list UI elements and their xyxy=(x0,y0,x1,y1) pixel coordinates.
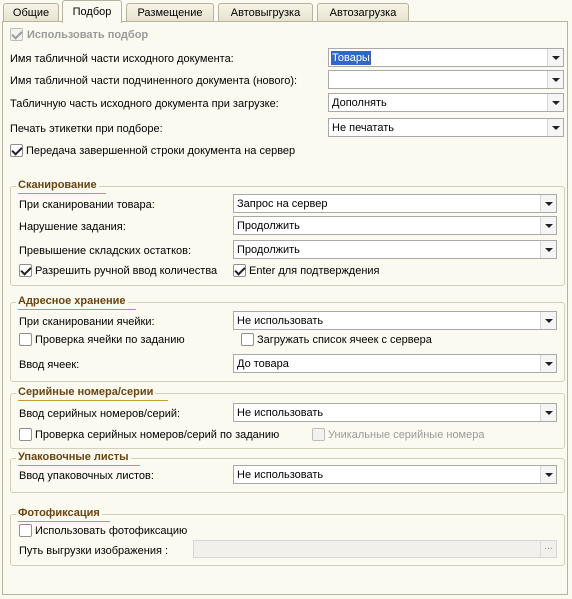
source-table-select[interactable] xyxy=(328,48,564,67)
violation-value: Продолжить xyxy=(237,220,300,232)
print-label-value: Не печатать xyxy=(332,122,394,134)
browse-button[interactable]: ... xyxy=(540,541,556,557)
chevron-down-icon[interactable] xyxy=(540,217,556,234)
serial-input-value: Не использовать xyxy=(237,407,324,419)
sub-table-label: Имя табличной части подчиненного документа (нового): xyxy=(10,75,298,87)
chevron-down-icon[interactable] xyxy=(540,404,556,421)
chevron-down-icon[interactable] xyxy=(540,241,556,258)
address-title: Адресное хранение xyxy=(18,295,126,307)
photo-path-field[interactable] xyxy=(193,540,557,558)
enter-confirm-label: Enter для подтверждения xyxy=(249,265,380,277)
tab-selection[interactable]: Подбор xyxy=(62,0,122,23)
load-mode-select[interactable] xyxy=(328,93,564,112)
violation-select[interactable] xyxy=(233,216,557,235)
serial-title: Серийные номера/серии xyxy=(18,386,154,398)
excess-value: Продолжить xyxy=(237,244,300,256)
load-cells-checkbox[interactable] xyxy=(241,333,254,346)
chevron-down-icon[interactable] xyxy=(540,312,556,329)
serial-unique-label: Уникальные серийные номера xyxy=(328,429,485,441)
serial-title-underline xyxy=(18,400,168,401)
photo-path-label: Путь выгрузки изображения : xyxy=(19,545,169,557)
check-cell-checkbox[interactable] xyxy=(19,333,32,346)
photo-title-underline xyxy=(18,521,110,522)
load-mode-value: Дополнять xyxy=(332,97,387,109)
tab-bar xyxy=(0,0,572,22)
sub-table-select[interactable] xyxy=(328,70,564,89)
packing-title: Упаковочные листы xyxy=(18,451,129,463)
source-table-label: Имя табличной части исходного документа: xyxy=(10,53,234,65)
scanning-title: Сканирование xyxy=(18,179,97,191)
load-cells-label: Загружать список ячеек с сервера xyxy=(257,334,432,346)
tab-auto-load[interactable]: Автозагрузка xyxy=(317,3,409,22)
violation-label: Нарушение задания: xyxy=(19,221,126,233)
packing-input-value: Не использовать xyxy=(237,469,324,481)
on-scan-select[interactable] xyxy=(233,194,557,213)
chevron-down-icon[interactable] xyxy=(547,49,563,66)
send-row-checkbox[interactable] xyxy=(10,144,23,157)
cell-scan-label: При сканировании ячейки: xyxy=(19,316,155,328)
source-table-value: Товары xyxy=(332,52,370,64)
cell-input-label: Ввод ячеек: xyxy=(19,359,80,371)
packing-input-label: Ввод упаковочных листов: xyxy=(19,470,154,482)
excess-select[interactable] xyxy=(233,240,557,259)
check-cell-label: Проверка ячейки по заданию xyxy=(35,334,185,346)
tab-general[interactable]: Общие xyxy=(3,3,59,22)
tab-auto-unload[interactable]: Автовыгрузка xyxy=(218,3,313,22)
enter-confirm-checkbox[interactable] xyxy=(233,264,246,277)
address-title-underline xyxy=(18,309,136,310)
chevron-down-icon[interactable] xyxy=(540,466,556,483)
cell-scan-value: Не использовать xyxy=(237,315,324,327)
use-photo-label: Использовать фотофиксацию xyxy=(35,525,188,537)
chevron-down-icon[interactable] xyxy=(540,195,556,212)
serial-check-checkbox[interactable] xyxy=(19,428,32,441)
tab-placement[interactable]: Размещение xyxy=(126,3,214,22)
send-row-label: Передача завершенной строки документа на сервер xyxy=(26,145,296,157)
load-mode-label: Табличную часть исходного документа при загрузке: xyxy=(10,98,279,110)
chevron-down-icon[interactable] xyxy=(540,355,556,372)
use-selection-checkbox[interactable] xyxy=(10,28,23,41)
serial-check-label: Проверка серийных номеров/серий по заданию xyxy=(35,429,280,441)
manual-qty-label: Разрешить ручной ввод количества xyxy=(35,265,218,277)
photo-title: Фотофиксация xyxy=(18,507,100,519)
on-scan-value: Запрос на сервер xyxy=(237,198,328,210)
on-scan-label: При сканировании товара: xyxy=(19,199,155,211)
print-label-select[interactable] xyxy=(328,118,564,137)
manual-qty-checkbox[interactable] xyxy=(19,264,32,277)
serial-input-select[interactable] xyxy=(233,403,557,422)
use-selection-label: Использовать подбор xyxy=(27,29,149,41)
packing-input-select[interactable] xyxy=(233,465,557,484)
print-label-label: Печать этикетки при подборе: xyxy=(10,123,163,135)
scanning-title-underline xyxy=(18,193,106,194)
cell-input-select[interactable] xyxy=(233,354,557,373)
chevron-down-icon[interactable] xyxy=(547,119,563,136)
packing-title-underline xyxy=(18,465,140,466)
cell-scan-select[interactable] xyxy=(233,311,557,330)
serial-input-label: Ввод серийных номеров/серий: xyxy=(19,408,181,420)
cell-input-value: До товара xyxy=(237,358,289,370)
excess-label: Превышение складских остатков: xyxy=(19,245,192,257)
chevron-down-icon[interactable] xyxy=(547,94,563,111)
serial-unique-checkbox[interactable] xyxy=(312,428,325,441)
chevron-down-icon[interactable] xyxy=(547,71,563,88)
use-photo-checkbox[interactable] xyxy=(19,524,32,537)
